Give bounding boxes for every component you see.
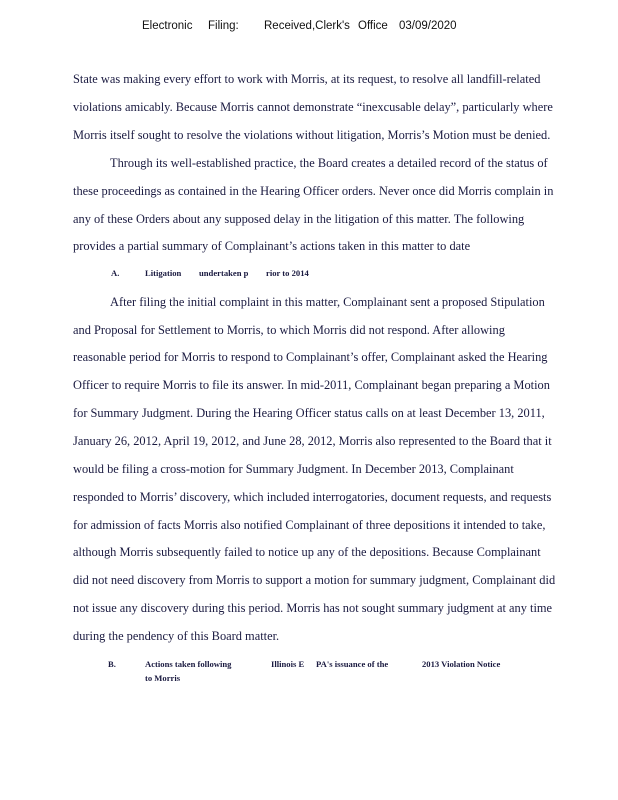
header-received: Received,Clerk's xyxy=(264,20,350,32)
heading-a-part: rior to 2014 xyxy=(266,268,309,278)
section-heading-b xyxy=(0,659,618,669)
body-line: and Proposal for Settlement to Morris, to which Morris did not respond. After allowing xyxy=(73,323,505,337)
heading-b-part: PA's issuance of the xyxy=(316,659,389,669)
body-line: not issue any discovery during this period. Morris has not sought summary judgment at any time xyxy=(73,601,553,615)
heading-b-letter: B. xyxy=(108,659,116,669)
header-filing: Filing: xyxy=(208,20,239,32)
header-office: Office xyxy=(358,20,388,32)
body-line: any of these Orders about any supposed delay in the litigation of this matter. The following xyxy=(73,212,525,226)
heading-a-part: undertaken p xyxy=(199,268,249,278)
body-line: reasonable period for Morris to respond to Complainant’s offer, Complainant asked the Hearing xyxy=(73,350,548,364)
body-line: Through its well-established practice, the Board creates a detailed record of the status of xyxy=(110,156,548,170)
heading-a-part: Litigation xyxy=(145,268,182,278)
body-line: responded to Morris’ discovery, which included interrogatories, document requests, and requests xyxy=(73,490,552,504)
heading-b-part: Actions taken following xyxy=(145,659,232,669)
body-line: After filing the initial complaint in this matter, Complainant sent a proposed Stipulation xyxy=(110,295,545,309)
heading-b-part: Illinois E xyxy=(271,659,305,669)
body-line: for admission of facts Morris also notified Complainant of three depositions it intended to take, xyxy=(73,518,546,532)
header-electronic: Electronic xyxy=(142,20,193,32)
body-line: violations amicably. Because Morris cannot demonstrate “inexcusable delay”, particularly where xyxy=(73,100,553,114)
body-line: Officer to require Morris to file its answer. In mid-2011, Complainant began preparing a Motion xyxy=(73,378,550,392)
body-line: Morris itself sought to resolve the violations without litigation, Morris’s Motion must be denied. xyxy=(73,128,551,142)
body-line: during the pendency of this Board matter. xyxy=(73,629,280,643)
section-heading-a xyxy=(0,268,618,278)
body-line: provides a partial summary of Complainant’s actions taken in this matter to date xyxy=(73,239,471,253)
body-line: would be filing a cross-motion for Summary Judgment. In December 2013, Complainant xyxy=(73,462,514,476)
body-line: for Summary Judgment. During the Hearing Officer status calls on at least December 13, 2011, xyxy=(73,406,545,420)
heading-b-part: 2013 Violation Notice xyxy=(422,659,501,669)
body-line: State was making every effort to work with Morris, at its request, to resolve all landfill-related xyxy=(73,72,541,86)
body-line: although Morris subsequently failed to notice up any of the depositions. Because Complainant xyxy=(73,545,541,559)
body-line: these proceedings as contained in the Hearing Officer orders. Never once did Morris complain in xyxy=(73,184,554,198)
header-date: 03/09/2020 xyxy=(399,20,457,32)
heading-a-letter: A. xyxy=(111,268,120,278)
body-line: January 26, 2012, April 19, 2012, and June 28, 2012, Morris also represented to the Board that it xyxy=(73,434,552,448)
body-line: did not need discovery from Morris to support a motion for summary judgment, Complainant did xyxy=(73,573,556,587)
heading-b-continuation: to Morris xyxy=(145,673,181,683)
filing-header xyxy=(0,20,618,38)
